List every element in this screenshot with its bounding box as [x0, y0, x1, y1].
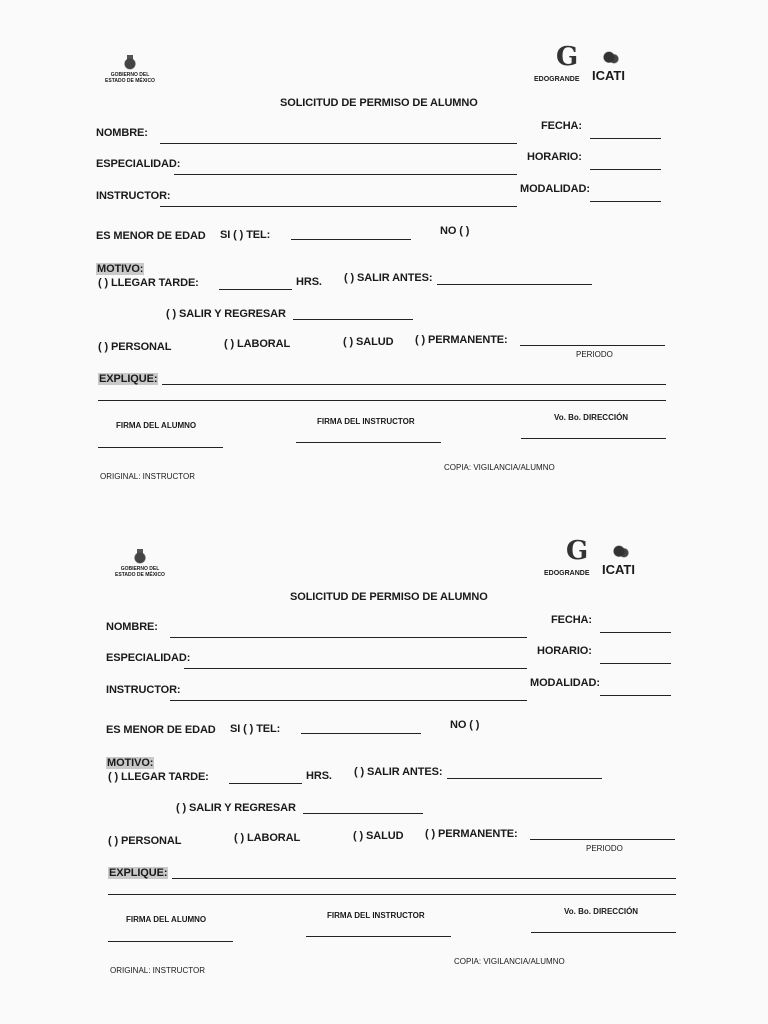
edogrande-logo-text: EDOGRANDE: [544, 570, 590, 577]
explique-heading: EXPLIQUE:: [109, 867, 168, 879]
personal-checkbox-label[interactable]: ( ) PERSONAL: [98, 341, 172, 353]
salud-checkbox-label[interactable]: ( ) SALUD: [343, 336, 394, 348]
icati-logo-text: ICATI: [592, 68, 625, 83]
vobo-direccion-label: Vo. Bo. DIRECCIÓN: [554, 413, 629, 422]
motivo-heading: MOTIVO:: [107, 757, 154, 769]
salir-antes-checkbox-label[interactable]: ( ) SALIR ANTES:: [344, 272, 433, 284]
coat-of-arms-icon: [121, 55, 139, 71]
firma-instructor-label: FIRMA DEL INSTRUCTOR: [317, 417, 415, 426]
horario-field[interactable]: [590, 169, 661, 170]
firma-alumno-label: FIRMA DEL ALUMNO: [126, 915, 207, 924]
si-tel-checkbox-label[interactable]: SI ( ) TEL:: [220, 229, 271, 241]
salir-regresar-checkbox-label[interactable]: ( ) SALIR Y REGRESAR: [166, 308, 286, 320]
nombre-field[interactable]: [160, 143, 517, 144]
instructor-field[interactable]: [170, 700, 527, 701]
no-checkbox-label[interactable]: NO ( ): [450, 719, 480, 731]
laboral-checkbox-label[interactable]: ( ) LABORAL: [224, 338, 291, 350]
fecha-field[interactable]: [590, 138, 661, 139]
tel-field[interactable]: [291, 239, 411, 240]
especialidad-field[interactable]: [184, 668, 527, 669]
tel-field[interactable]: [301, 733, 421, 734]
firma-instructor-signature-line[interactable]: [296, 442, 441, 443]
si-tel-checkbox-label[interactable]: SI ( ) TEL:: [230, 723, 281, 735]
salir-antes-field[interactable]: [437, 284, 592, 285]
horario-field[interactable]: [600, 663, 671, 664]
instructor-label: INSTRUCTOR:: [96, 190, 171, 202]
nombre-label: NOMBRE:: [106, 621, 158, 633]
original-note: ORIGINAL: INSTRUCTOR: [110, 966, 205, 975]
salir-regresar-field[interactable]: [293, 319, 413, 320]
modalidad-field[interactable]: [590, 201, 661, 202]
icati-logo-icon: [601, 50, 621, 66]
original-note: ORIGINAL: INSTRUCTOR: [100, 472, 195, 481]
explique-line-1[interactable]: [162, 384, 666, 385]
hrs-label: HRS.: [306, 770, 332, 782]
instructor-field[interactable]: [160, 206, 517, 207]
periodo-caption: PERIODO: [576, 350, 613, 359]
llegar-tarde-hrs-field[interactable]: [229, 783, 302, 784]
fecha-label: FECHA:: [551, 614, 592, 626]
permanente-periodo-field[interactable]: [530, 839, 675, 840]
especialidad-label: ESPECIALIDAD:: [106, 652, 191, 664]
permanente-periodo-field[interactable]: [520, 345, 665, 346]
icati-logo-text: ICATI: [602, 562, 635, 577]
no-checkbox-label[interactable]: NO ( ): [440, 225, 470, 237]
modalidad-label: MODALIDAD:: [530, 677, 600, 689]
nombre-field[interactable]: [170, 637, 527, 638]
explique-heading: EXPLIQUE:: [99, 373, 158, 385]
form-title: SOLICITUD DE PERMISO DE ALUMNO: [290, 591, 488, 603]
edogrande-logo-letter: G: [556, 42, 579, 72]
instructor-label: INSTRUCTOR:: [106, 684, 181, 696]
motivo-heading: MOTIVO:: [97, 263, 144, 275]
explique-line-2[interactable]: [98, 400, 666, 401]
modalidad-label: MODALIDAD:: [520, 183, 590, 195]
hrs-label: HRS.: [296, 276, 322, 288]
nombre-label: NOMBRE:: [96, 127, 148, 139]
llegar-tarde-checkbox-label[interactable]: ( ) LLEGAR TARDE:: [98, 277, 199, 289]
personal-checkbox-label[interactable]: ( ) PERSONAL: [108, 835, 182, 847]
fecha-label: FECHA:: [541, 120, 582, 132]
vobo-direccion-signature-line[interactable]: [521, 438, 666, 439]
salir-regresar-field[interactable]: [303, 813, 423, 814]
copia-note: COPIA: VIGILANCIA/ALUMNO: [444, 463, 555, 472]
vobo-direccion-signature-line[interactable]: [531, 932, 676, 933]
salir-antes-field[interactable]: [447, 778, 602, 779]
modalidad-field[interactable]: [600, 695, 671, 696]
firma-alumno-signature-line[interactable]: [108, 941, 233, 942]
especialidad-field[interactable]: [174, 174, 517, 175]
gov-seal-text: GOBIERNO DEL ESTADO DE MÉXICO: [105, 72, 155, 84]
explique-line-2[interactable]: [108, 894, 676, 895]
gov-seal-text: GOBIERNO DEL ESTADO DE MÉXICO: [115, 566, 165, 578]
permanente-checkbox-label[interactable]: ( ) PERMANENTE:: [425, 828, 518, 840]
icati-logo-icon: [611, 544, 631, 560]
horario-label: HORARIO:: [527, 151, 582, 163]
especialidad-label: ESPECIALIDAD:: [96, 158, 181, 170]
llegar-tarde-checkbox-label[interactable]: ( ) LLEGAR TARDE:: [108, 771, 209, 783]
salir-antes-checkbox-label[interactable]: ( ) SALIR ANTES:: [354, 766, 443, 778]
firma-alumno-label: FIRMA DEL ALUMNO: [116, 421, 197, 430]
copia-note: COPIA: VIGILANCIA/ALUMNO: [454, 957, 565, 966]
horario-label: HORARIO:: [537, 645, 592, 657]
permission-form-1: [0, 0, 768, 500]
explique-line-1[interactable]: [172, 878, 676, 879]
permanente-checkbox-label[interactable]: ( ) PERMANENTE:: [415, 334, 508, 346]
fecha-field[interactable]: [600, 632, 671, 633]
menor-edad-label: ES MENOR DE EDAD: [106, 724, 216, 736]
gov-seal-logo: [110, 549, 170, 578]
menor-edad-label: ES MENOR DE EDAD: [96, 230, 206, 242]
edogrande-logo-letter: G: [566, 536, 589, 566]
periodo-caption: PERIODO: [586, 844, 623, 853]
firma-alumno-signature-line[interactable]: [98, 447, 223, 448]
edogrande-logo-text: EDOGRANDE: [534, 76, 580, 83]
permission-form-2: [10, 494, 768, 994]
form-title: SOLICITUD DE PERMISO DE ALUMNO: [280, 97, 478, 109]
llegar-tarde-hrs-field[interactable]: [219, 289, 292, 290]
firma-instructor-signature-line[interactable]: [306, 936, 451, 937]
salir-regresar-checkbox-label[interactable]: ( ) SALIR Y REGRESAR: [176, 802, 296, 814]
coat-of-arms-icon: [131, 549, 149, 565]
firma-instructor-label: FIRMA DEL INSTRUCTOR: [327, 911, 425, 920]
gov-seal-logo: [100, 55, 160, 84]
laboral-checkbox-label[interactable]: ( ) LABORAL: [234, 832, 301, 844]
vobo-direccion-label: Vo. Bo. DIRECCIÓN: [564, 907, 639, 916]
salud-checkbox-label[interactable]: ( ) SALUD: [353, 830, 404, 842]
